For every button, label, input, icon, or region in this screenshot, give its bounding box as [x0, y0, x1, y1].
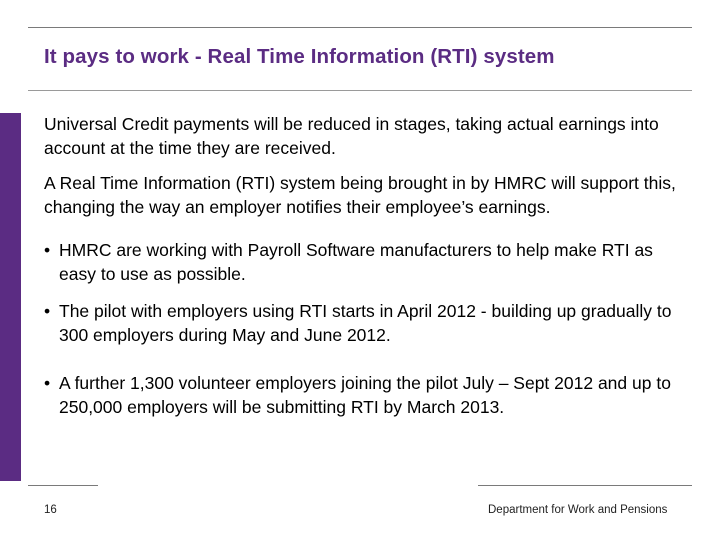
intro-paragraph: Universal Credit payments will be reduced in stages, taking actual earnings into account at the time they are received. — [44, 114, 659, 158]
bullet-marker: • — [44, 301, 51, 321]
bullet-item — [44, 371, 684, 419]
department-name: Department for Work and Pensions — [488, 504, 668, 516]
top-divider — [28, 27, 692, 28]
footer-divider-left — [28, 485, 98, 486]
page-number: 16 — [44, 504, 57, 516]
accent-side-bar — [0, 113, 21, 481]
bullet-marker: • — [44, 373, 51, 393]
bullet-marker: • — [44, 240, 51, 260]
slide-title: It pays to work - Real Time Information (RTI) system — [44, 45, 555, 68]
slide-body — [44, 112, 684, 419]
bullet-item — [44, 299, 684, 347]
footer-divider-right — [478, 485, 692, 486]
bullet-item — [44, 238, 684, 286]
bullet-text: HMRC are working with Payroll Software manufacturers to help make RTI as easy to use as possible. — [59, 240, 653, 284]
bullet-text: A further 1,300 volunteer employers joining the pilot July – Sept 2012 and up to 250,000 employers will be submitting RTI by March 2013. — [59, 373, 671, 417]
bullet-text: The pilot with employers using RTI starts in April 2012 - building up gradually to 300 employers during May and June 2012. — [59, 301, 672, 345]
title-divider — [28, 90, 692, 91]
rti-paragraph: A Real Time Information (RTI) system being brought in by HMRC will support this, changing the way an employer notifies their employee’s earnings. — [44, 173, 676, 217]
